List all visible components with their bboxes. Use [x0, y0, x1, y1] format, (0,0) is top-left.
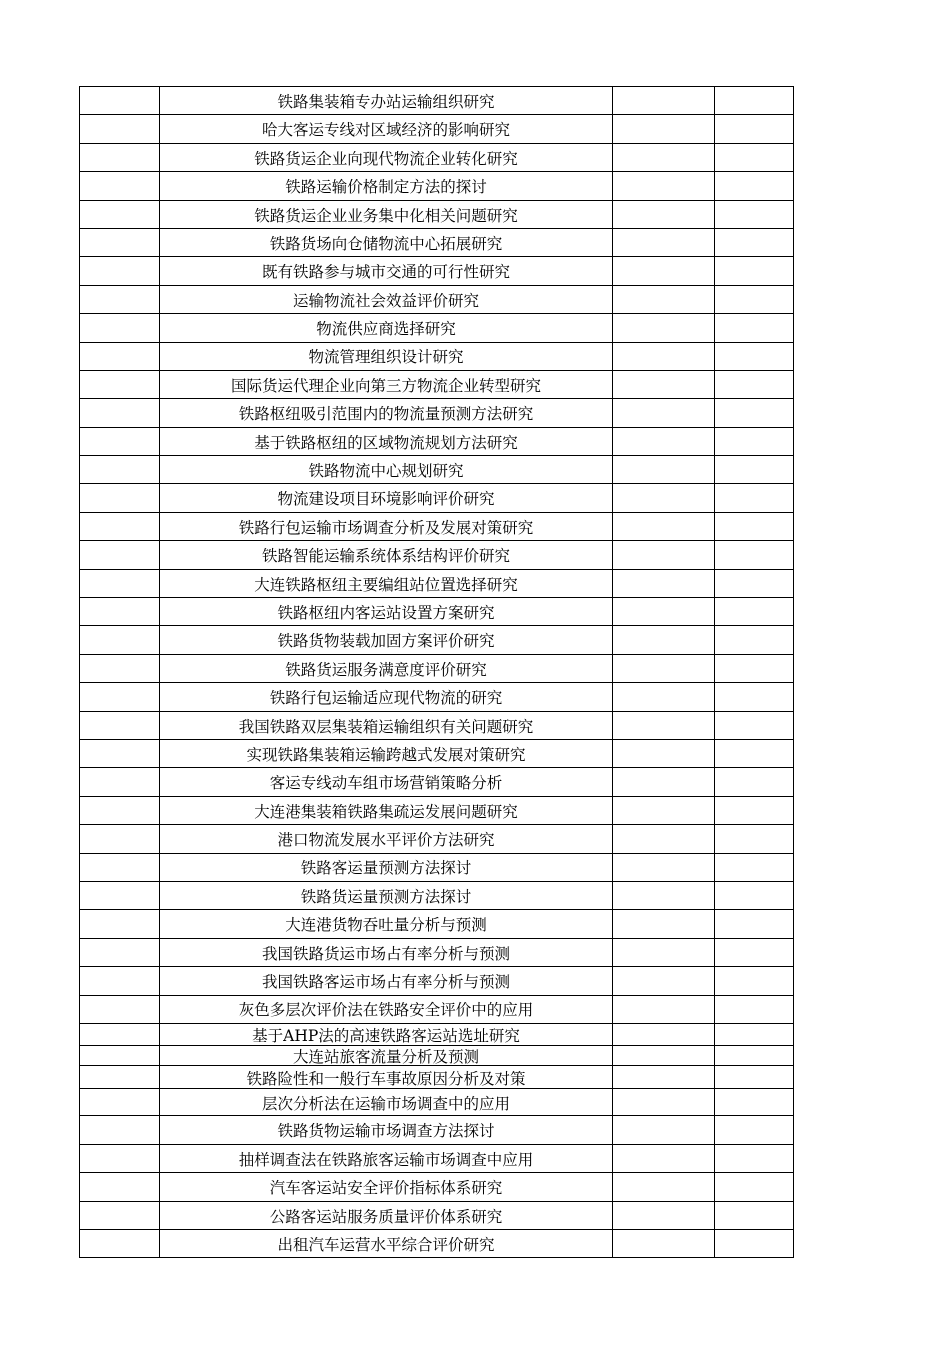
row-index-cell[interactable] [80, 796, 160, 824]
extra-cell-a[interactable] [613, 938, 715, 966]
table-row [80, 739, 794, 767]
topic-title-cell[interactable]: 层次分析法在运输市场调查中的应用 [160, 1089, 613, 1116]
extra-cell-a[interactable] [613, 456, 715, 484]
table-row [80, 257, 794, 285]
row-index-cell[interactable] [80, 569, 160, 597]
topic-title-cell[interactable]: 铁路货运企业业务集中化相关问题研究 [160, 200, 613, 228]
row-index-cell[interactable] [80, 427, 160, 455]
extra-cell-b[interactable] [715, 1201, 794, 1229]
extra-cell-a[interactable] [613, 796, 715, 824]
topic-title-cell[interactable]: 铁路货物装载加固方案评价研究 [160, 626, 613, 654]
extra-cell-a[interactable] [613, 342, 715, 370]
table-row [80, 1089, 794, 1116]
extra-cell-b[interactable] [715, 257, 794, 285]
topic-title-cell[interactable]: 铁路货物运输市场调查方法探讨 [160, 1116, 613, 1144]
extra-cell-b[interactable] [715, 1089, 794, 1116]
extra-cell-b[interactable] [715, 739, 794, 767]
extra-cell-b[interactable] [715, 342, 794, 370]
topic-title-cell[interactable]: 大连港货物吞吐量分析与预测 [160, 910, 613, 938]
topic-title-cell[interactable]: 抽样调查法在铁路旅客运输市场调查中应用 [160, 1144, 613, 1172]
thesis-topic-table [79, 86, 794, 1258]
topic-title-cell[interactable]: 铁路集装箱专办站运输组织研究 [160, 87, 613, 115]
topic-title-cell[interactable]: 铁路客运量预测方法探讨 [160, 853, 613, 881]
extra-cell-a[interactable] [613, 115, 715, 143]
table-row [80, 938, 794, 966]
topic-title-cell[interactable]: 基于AHP法的高速铁路客运站选址研究 [160, 1023, 613, 1045]
extra-cell-a[interactable] [613, 1201, 715, 1229]
table-row [80, 569, 794, 597]
extra-cell-a[interactable] [613, 910, 715, 938]
extra-cell-a[interactable] [613, 1116, 715, 1144]
row-index-cell[interactable] [80, 342, 160, 370]
extra-cell-b[interactable] [715, 967, 794, 995]
extra-cell-a[interactable] [613, 1045, 715, 1066]
topic-title-cell[interactable]: 铁路货场向仓储物流中心拓展研究 [160, 228, 613, 256]
topic-title-cell[interactable]: 我国铁路双层集装箱运输组织有关问题研究 [160, 711, 613, 739]
table-row [80, 143, 794, 171]
extra-cell-a[interactable] [613, 1089, 715, 1116]
table-row [80, 484, 794, 512]
extra-cell-b[interactable] [715, 484, 794, 512]
row-index-cell[interactable] [80, 484, 160, 512]
extra-cell-a[interactable] [613, 228, 715, 256]
topic-title-cell[interactable]: 既有铁路参与城市交通的可行性研究 [160, 257, 613, 285]
topic-title-cell[interactable]: 铁路货运服务满意度评价研究 [160, 654, 613, 682]
extra-cell-a[interactable] [613, 1023, 715, 1045]
extra-cell-a[interactable] [613, 598, 715, 626]
row-index-cell[interactable] [80, 143, 160, 171]
table-row [80, 711, 794, 739]
extra-cell-a[interactable] [613, 995, 715, 1023]
table-row [80, 1116, 794, 1144]
topic-title-cell[interactable]: 哈大客运专线对区域经济的影响研究 [160, 115, 613, 143]
table-row [80, 1045, 794, 1066]
row-index-cell[interactable] [80, 370, 160, 398]
extra-cell-b[interactable] [715, 399, 794, 427]
table-row [80, 427, 794, 455]
table-row [80, 314, 794, 342]
row-index-cell[interactable] [80, 910, 160, 938]
row-index-cell[interactable] [80, 541, 160, 569]
row-index-cell[interactable] [80, 228, 160, 256]
extra-cell-b[interactable] [715, 626, 794, 654]
table-row [80, 598, 794, 626]
extra-cell-a[interactable] [613, 285, 715, 313]
topic-title-cell[interactable]: 港口物流发展水平评价方法研究 [160, 825, 613, 853]
table-row [80, 626, 794, 654]
extra-cell-a[interactable] [613, 825, 715, 853]
table-row [80, 285, 794, 313]
table-row [80, 881, 794, 909]
extra-cell-b[interactable] [715, 1116, 794, 1144]
extra-cell-a[interactable] [613, 512, 715, 540]
topic-title-cell[interactable]: 物流供应商选择研究 [160, 314, 613, 342]
extra-cell-a[interactable] [613, 1229, 715, 1257]
extra-cell-b[interactable] [715, 683, 794, 711]
topic-title-cell[interactable]: 铁路枢纽吸引范围内的物流量预测方法研究 [160, 399, 613, 427]
row-index-cell[interactable] [80, 683, 160, 711]
row-index-cell[interactable] [80, 115, 160, 143]
table-row [80, 654, 794, 682]
topic-title-cell[interactable]: 运输物流社会效益评价研究 [160, 285, 613, 313]
table-row [80, 1144, 794, 1172]
row-index-cell[interactable] [80, 626, 160, 654]
row-index-cell[interactable] [80, 853, 160, 881]
row-index-cell[interactable] [80, 314, 160, 342]
extra-cell-b[interactable] [715, 1066, 794, 1089]
extra-cell-b[interactable] [715, 541, 794, 569]
table-row [80, 172, 794, 200]
extra-cell-b[interactable] [715, 569, 794, 597]
extra-cell-a[interactable] [613, 427, 715, 455]
extra-cell-b[interactable] [715, 938, 794, 966]
extra-cell-a[interactable] [613, 569, 715, 597]
extra-cell-a[interactable] [613, 172, 715, 200]
extra-cell-a[interactable] [613, 853, 715, 881]
extra-cell-b[interactable] [715, 1173, 794, 1201]
extra-cell-b[interactable] [715, 1045, 794, 1066]
table-row [80, 115, 794, 143]
row-index-cell[interactable] [80, 1229, 160, 1257]
row-index-cell[interactable] [80, 1201, 160, 1229]
extra-cell-b[interactable] [715, 427, 794, 455]
extra-cell-a[interactable] [613, 484, 715, 512]
extra-cell-b[interactable] [715, 370, 794, 398]
row-index-cell[interactable] [80, 1173, 160, 1201]
table-row [80, 1023, 794, 1045]
row-index-cell[interactable] [80, 881, 160, 909]
row-index-cell[interactable] [80, 995, 160, 1023]
extra-cell-b[interactable] [715, 995, 794, 1023]
table-row [80, 910, 794, 938]
extra-cell-b[interactable] [715, 200, 794, 228]
table-row [80, 370, 794, 398]
topic-title-cell[interactable]: 物流管理组织设计研究 [160, 342, 613, 370]
extra-cell-b[interactable] [715, 711, 794, 739]
row-index-cell[interactable] [80, 456, 160, 484]
row-index-cell[interactable] [80, 711, 160, 739]
table-row [80, 1173, 794, 1201]
row-index-cell[interactable] [80, 598, 160, 626]
extra-cell-a[interactable] [613, 626, 715, 654]
topic-title-cell[interactable]: 公路客运站服务质量评价体系研究 [160, 1201, 613, 1229]
row-index-cell[interactable] [80, 285, 160, 313]
extra-cell-a[interactable] [613, 1144, 715, 1172]
extra-cell-b[interactable] [715, 1144, 794, 1172]
topic-title-cell[interactable]: 出租汽车运营水平综合评价研究 [160, 1229, 613, 1257]
row-index-cell[interactable] [80, 512, 160, 540]
extra-cell-a[interactable] [613, 967, 715, 995]
table-row [80, 87, 794, 115]
extra-cell-a[interactable] [613, 1173, 715, 1201]
extra-cell-b[interactable] [715, 512, 794, 540]
extra-cell-b[interactable] [715, 910, 794, 938]
extra-cell-b[interactable] [715, 1023, 794, 1045]
table-row [80, 1201, 794, 1229]
extra-cell-b[interactable] [715, 768, 794, 796]
topic-title-cell[interactable]: 铁路险性和一般行车事故原因分析及对策 [160, 1066, 613, 1089]
row-index-cell[interactable] [80, 1023, 160, 1045]
table-row [80, 683, 794, 711]
extra-cell-a[interactable] [613, 143, 715, 171]
extra-cell-b[interactable] [715, 881, 794, 909]
extra-cell-b[interactable] [715, 1229, 794, 1257]
extra-cell-b[interactable] [715, 143, 794, 171]
topic-title-cell[interactable]: 大连港集装箱铁路集疏运发展问题研究 [160, 796, 613, 824]
extra-cell-b[interactable] [715, 87, 794, 115]
extra-cell-b[interactable] [715, 825, 794, 853]
row-index-cell[interactable] [80, 257, 160, 285]
topic-title-cell[interactable]: 铁路行包运输适应现代物流的研究 [160, 683, 613, 711]
table-row [80, 967, 794, 995]
extra-cell-a[interactable] [613, 881, 715, 909]
table-row [80, 541, 794, 569]
topic-title-cell[interactable]: 铁路枢纽内客运站设置方案研究 [160, 598, 613, 626]
extra-cell-b[interactable] [715, 456, 794, 484]
extra-cell-a[interactable] [613, 541, 715, 569]
row-index-cell[interactable] [80, 1116, 160, 1144]
topic-title-cell[interactable]: 物流建设项目环境影响评价研究 [160, 484, 613, 512]
extra-cell-b[interactable] [715, 314, 794, 342]
table-row [80, 825, 794, 853]
extra-cell-b[interactable] [715, 654, 794, 682]
row-index-cell[interactable] [80, 938, 160, 966]
topic-title-cell[interactable]: 基于铁路枢纽的区域物流规划方法研究 [160, 427, 613, 455]
topic-title-cell[interactable]: 我国铁路货运市场占有率分析与预测 [160, 938, 613, 966]
table-row [80, 399, 794, 427]
table-row [80, 512, 794, 540]
extra-cell-b[interactable] [715, 796, 794, 824]
extra-cell-b[interactable] [715, 853, 794, 881]
extra-cell-a[interactable] [613, 711, 715, 739]
extra-cell-a[interactable] [613, 739, 715, 767]
extra-cell-a[interactable] [613, 370, 715, 398]
row-index-cell[interactable] [80, 768, 160, 796]
table-row [80, 200, 794, 228]
table-row [80, 1066, 794, 1089]
topic-title-cell[interactable]: 汽车客运站安全评价指标体系研究 [160, 1173, 613, 1201]
row-index-cell[interactable] [80, 1066, 160, 1089]
extra-cell-b[interactable] [715, 285, 794, 313]
row-index-cell[interactable] [80, 739, 160, 767]
topic-title-cell[interactable]: 铁路行包运输市场调查分析及发展对策研究 [160, 512, 613, 540]
extra-cell-b[interactable] [715, 228, 794, 256]
topic-title-cell[interactable]: 铁路运输价格制定方法的探讨 [160, 172, 613, 200]
extra-cell-b[interactable] [715, 172, 794, 200]
topic-title-cell[interactable]: 铁路货运量预测方法探讨 [160, 881, 613, 909]
extra-cell-a[interactable] [613, 1066, 715, 1089]
extra-cell-a[interactable] [613, 683, 715, 711]
row-index-cell[interactable] [80, 825, 160, 853]
row-index-cell[interactable] [80, 399, 160, 427]
topic-title-cell[interactable]: 我国铁路客运市场占有率分析与预测 [160, 967, 613, 995]
topic-title-cell[interactable]: 铁路智能运输系统体系结构评价研究 [160, 541, 613, 569]
table-row [80, 853, 794, 881]
extra-cell-a[interactable] [613, 87, 715, 115]
topic-title-cell[interactable]: 铁路物流中心规划研究 [160, 456, 613, 484]
row-index-cell[interactable] [80, 1045, 160, 1066]
row-index-cell[interactable] [80, 172, 160, 200]
table-row [80, 796, 794, 824]
table-row [80, 456, 794, 484]
table-row [80, 995, 794, 1023]
extra-cell-b[interactable] [715, 115, 794, 143]
table-row [80, 228, 794, 256]
extra-cell-a[interactable] [613, 257, 715, 285]
topic-title-cell[interactable]: 客运专线动车组市场营销策略分析 [160, 768, 613, 796]
topic-title-cell[interactable]: 大连站旅客流量分析及预测 [160, 1045, 613, 1066]
extra-cell-a[interactable] [613, 654, 715, 682]
topic-title-cell[interactable]: 实现铁路集装箱运输跨越式发展对策研究 [160, 739, 613, 767]
row-index-cell[interactable] [80, 87, 160, 115]
table-body [80, 87, 794, 1258]
extra-cell-a[interactable] [613, 768, 715, 796]
table-row [80, 1229, 794, 1257]
row-index-cell[interactable] [80, 654, 160, 682]
row-index-cell[interactable] [80, 967, 160, 995]
table-row [80, 768, 794, 796]
extra-cell-a[interactable] [613, 399, 715, 427]
extra-cell-a[interactable] [613, 200, 715, 228]
row-index-cell[interactable] [80, 1144, 160, 1172]
extra-cell-a[interactable] [613, 314, 715, 342]
table-row [80, 342, 794, 370]
topic-title-cell[interactable]: 国际货运代理企业向第三方物流企业转型研究 [160, 370, 613, 398]
extra-cell-b[interactable] [715, 598, 794, 626]
row-index-cell[interactable] [80, 1089, 160, 1116]
topic-title-cell[interactable]: 灰色多层次评价法在铁路安全评价中的应用 [160, 995, 613, 1023]
topic-title-cell[interactable]: 大连铁路枢纽主要编组站位置选择研究 [160, 569, 613, 597]
row-index-cell[interactable] [80, 200, 160, 228]
topic-title-cell[interactable]: 铁路货运企业向现代物流企业转化研究 [160, 143, 613, 171]
